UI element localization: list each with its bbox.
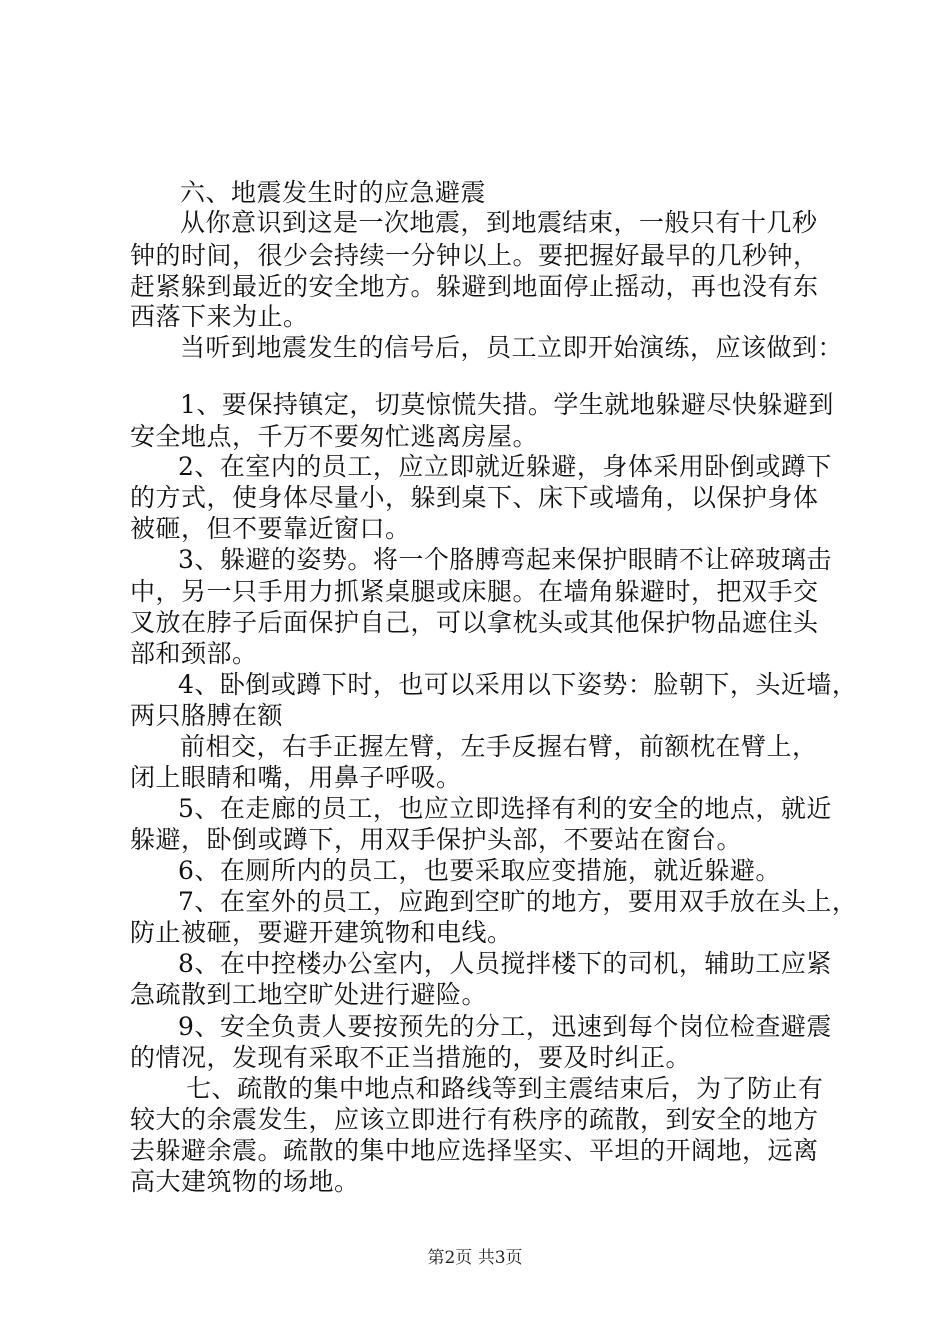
text-line: 1、要保持镇定，切莫惊慌失措。学生就地躲避尽快躲避到 bbox=[180, 390, 834, 419]
text-line: 中，另一只手用力抓紧桌腿或床腿。在墙角躲避时，把双手交 bbox=[130, 577, 819, 606]
text-line: 被砸，但不要靠近窗口。 bbox=[130, 514, 411, 543]
text-line: 六、地震发生时的应急避震 bbox=[180, 178, 487, 207]
text-line: 七、疏散的集中地点和路线等到主震结束后，为了防止有 bbox=[186, 1074, 824, 1103]
text-line: 闭上眼睛和嘴，用鼻子呼吸。 bbox=[130, 763, 462, 792]
text-line: 前相交，右手正握左臂，左手反握右臂，前额枕在臂上， bbox=[180, 732, 818, 761]
text-line: 高大建筑物的场地。 bbox=[130, 1167, 360, 1196]
text-line: 赶紧躲到最近的安全地方。躲避到地面停止摇动，再也没有东 bbox=[130, 272, 819, 301]
page-footer: 第2页 共3页 bbox=[427, 1248, 523, 1268]
text-line: 较大的余震发生，应该立即进行有秩序的疏散，到安全的地方 bbox=[130, 1105, 819, 1134]
text-line: 5、在走廊的员工，也应立即选择有利的安全的地点，就近 bbox=[178, 794, 832, 823]
text-line: 当听到地震发生的信号后，员工立即开始演练，应该做到： bbox=[180, 333, 844, 362]
text-line: 4、卧倒或蹲下时，也可以采用以下姿势：脸朝下，头近墙， bbox=[178, 670, 858, 699]
text-line: 的方式，使身体尽量小，躲到桌下、床下或墙角，以保护身体 bbox=[130, 483, 819, 512]
text-line: 部和颈部。 bbox=[130, 639, 258, 668]
text-line: 2、在室内的员工，应立即就近躲避，身体采用卧倒或蹲下 bbox=[178, 452, 832, 481]
text-line: 安全地点，千万不要匆忙逃离房屋。 bbox=[130, 422, 539, 451]
text-line: 9、安全负责人要按预先的分工，迅速到每个岗位检查避震 bbox=[178, 1012, 832, 1041]
text-line: 防止被砸，要避开建筑物和电线。 bbox=[130, 918, 513, 947]
text-line: 两只胳膊在额 bbox=[130, 701, 284, 730]
text-line: 7、在室外的员工，应跑到空旷的地方，要用双手放在头上， bbox=[178, 887, 858, 916]
text-line: 西落下来为止。 bbox=[130, 302, 309, 331]
text-line: 躲避，卧倒或蹲下，用双手保护头部，不要站在窗台。 bbox=[130, 825, 743, 854]
text-line: 的情况，发现有采取不正当措施的，要及时纠正。 bbox=[130, 1043, 692, 1072]
text-line: 6、在厕所内的员工，也要采取应变措施，就近躲避。 bbox=[178, 856, 781, 885]
text-line: 8、在中控楼办公室内，人员搅拌楼下的司机，辅助工应紧 bbox=[178, 949, 832, 978]
text-line: 从你意识到这是一次地震，到地震结束，一般只有十几秒 bbox=[180, 208, 818, 237]
text-line: 去躲避余震。疏散的集中地应选择坚实、平坦的开阔地，远离 bbox=[130, 1136, 819, 1165]
text-line: 3、躲避的姿势。将一个胳膊弯起来保护眼睛不让碎玻璃击 bbox=[178, 545, 832, 574]
text-line: 急疏散到工地空旷处进行避险。 bbox=[130, 980, 488, 1009]
text-line: 钟的时间，很少会持续一分钟以上。要把握好最早的几秒钟， bbox=[130, 241, 819, 270]
text-line: 叉放在脖子后面保护自己，可以拿枕头或其他保护物品遮住头 bbox=[130, 608, 819, 637]
